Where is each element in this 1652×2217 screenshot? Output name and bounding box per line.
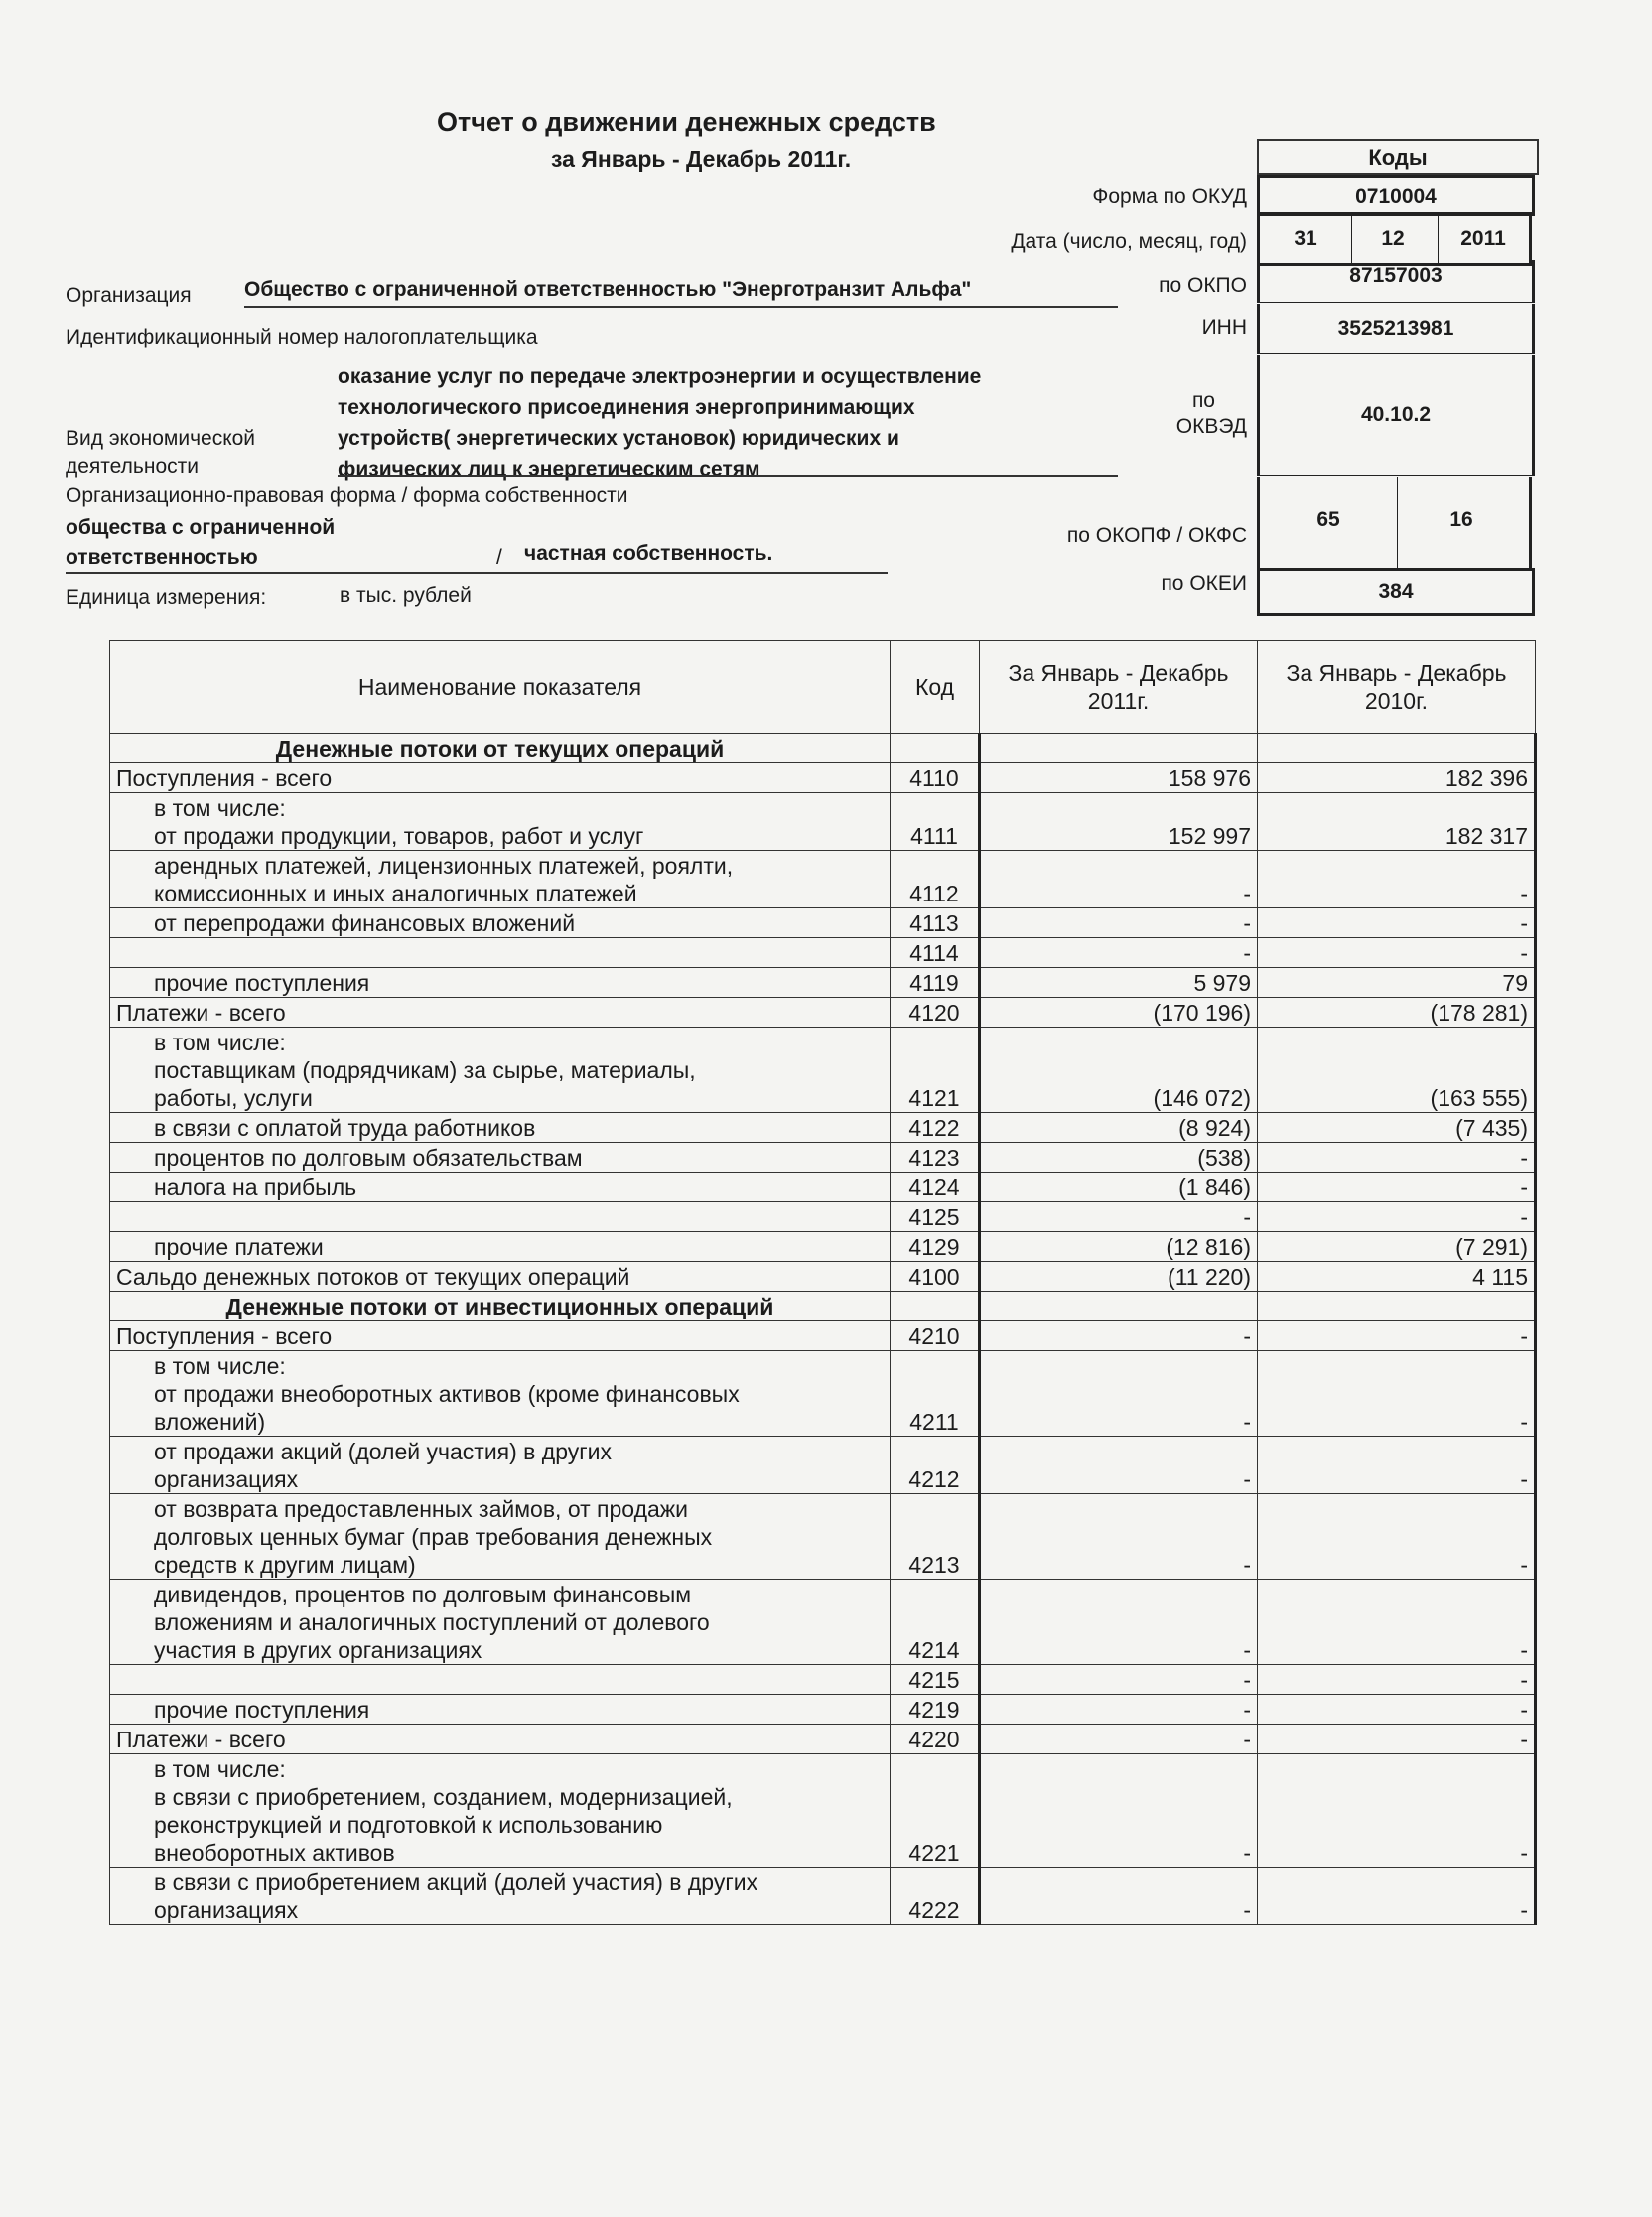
okved-label-2: ОКВЭД bbox=[1175, 415, 1247, 438]
value-2010: - bbox=[1258, 851, 1536, 908]
okpo-value: 87157003 bbox=[1257, 260, 1535, 303]
value-2011: 158 976 bbox=[980, 763, 1258, 793]
org-name: Общество с ограниченной ответственностью "Энерготранзит Альфа" bbox=[244, 278, 1118, 308]
row-name: дивидендов, процентов по долговым финансовым вложениям и аналогичных поступлений от долевого участия в других организациях bbox=[110, 1580, 891, 1665]
table-row bbox=[110, 908, 1536, 938]
value-2011: - bbox=[980, 1665, 1258, 1695]
row-name: в том числе: от продажи внеоборотных активов (кроме финансовых вложений) bbox=[110, 1351, 891, 1437]
value-2011: - bbox=[980, 1437, 1258, 1494]
table-row bbox=[110, 1580, 1536, 1665]
value-2010: - bbox=[1258, 1321, 1536, 1351]
row-code: 4212 bbox=[891, 1437, 980, 1494]
activity-line: физических лиц к энергетическим сетям bbox=[338, 458, 760, 481]
empty-cell bbox=[980, 1292, 1258, 1321]
value-2011: 5 979 bbox=[980, 968, 1258, 998]
row-name bbox=[110, 1202, 891, 1232]
value-2010: - bbox=[1258, 1665, 1536, 1695]
value-2011: 152 997 bbox=[980, 793, 1258, 851]
value-2011: (12 816) bbox=[980, 1232, 1258, 1262]
activity-label-2: деятельности bbox=[66, 455, 199, 478]
row-code: 4210 bbox=[891, 1321, 980, 1351]
table-row bbox=[110, 1232, 1536, 1262]
okopf-label: по ОКОПФ / ОКФС bbox=[1066, 524, 1247, 547]
value-2010: 79 bbox=[1258, 968, 1536, 998]
okei-label: по ОКЕИ bbox=[1161, 572, 1247, 595]
row-code: 4122 bbox=[891, 1113, 980, 1143]
row-code: 4215 bbox=[891, 1665, 980, 1695]
row-code: 4124 bbox=[891, 1173, 980, 1202]
codes-heading: Коды bbox=[1257, 139, 1539, 175]
activity-label-1: Вид экономической bbox=[66, 427, 256, 450]
value-2010: (7 435) bbox=[1258, 1113, 1536, 1143]
value-2010: 182 317 bbox=[1258, 793, 1536, 851]
row-name: Платежи - всего bbox=[110, 998, 891, 1028]
table-row bbox=[110, 1695, 1536, 1725]
value-2011: - bbox=[980, 1725, 1258, 1754]
row-name: прочие поступления bbox=[110, 968, 891, 998]
date-year-value: 2011 bbox=[1438, 212, 1532, 266]
cash-flow-table bbox=[109, 640, 1537, 1925]
okud-value: 0710004 bbox=[1257, 175, 1535, 216]
org-label: Организация bbox=[66, 284, 192, 307]
value-2011: (538) bbox=[980, 1143, 1258, 1173]
value-2011: - bbox=[980, 1580, 1258, 1665]
row-code: 4114 bbox=[891, 938, 980, 968]
value-2011: - bbox=[980, 1754, 1258, 1868]
value-2010: 4 115 bbox=[1258, 1262, 1536, 1292]
table-body bbox=[110, 734, 1536, 1925]
value-2011: - bbox=[980, 908, 1258, 938]
value-2011: - bbox=[980, 1351, 1258, 1437]
value-2010: - bbox=[1258, 1173, 1536, 1202]
row-name bbox=[110, 1665, 891, 1695]
empty-cell bbox=[891, 734, 980, 763]
row-name: в том числе: в связи с приобретением, созданием, модернизацией, реконструкцией и подготовкой к использованию внеоборотных активов bbox=[110, 1754, 891, 1868]
report-period: за Январь - Декабрь 2011г. bbox=[551, 146, 852, 172]
value-2011: (11 220) bbox=[980, 1262, 1258, 1292]
value-2011: - bbox=[980, 1868, 1258, 1925]
row-name: процентов по долговым обязательствам bbox=[110, 1143, 891, 1173]
table-row bbox=[110, 1494, 1536, 1580]
activity-underline bbox=[338, 475, 1118, 477]
row-name: Сальдо денежных потоков от текущих операций bbox=[110, 1262, 891, 1292]
unit-label: Единица измерения: bbox=[66, 586, 267, 609]
value-2010: - bbox=[1258, 1143, 1536, 1173]
value-2010: (178 281) bbox=[1258, 998, 1536, 1028]
empty-cell bbox=[980, 734, 1258, 763]
activity-text bbox=[338, 361, 981, 485]
inn-label: Идентификационный номер налогоплательщика bbox=[66, 326, 538, 348]
section-title: Денежные потоки от текущих операций bbox=[110, 734, 891, 763]
value-2010: - bbox=[1258, 1695, 1536, 1725]
table-header-row bbox=[110, 641, 1536, 734]
value-2011: (170 196) bbox=[980, 998, 1258, 1028]
value-2010: - bbox=[1258, 1494, 1536, 1580]
table-row bbox=[110, 851, 1536, 908]
row-name: Платежи - всего bbox=[110, 1725, 891, 1754]
row-code: 4221 bbox=[891, 1754, 980, 1868]
okpo-label: по ОКПО bbox=[1159, 274, 1247, 297]
value-2011: - bbox=[980, 1494, 1258, 1580]
table-row bbox=[110, 1113, 1536, 1143]
row-name: в связи с приобретением акций (долей участия) в других организациях bbox=[110, 1868, 891, 1925]
table-row bbox=[110, 1028, 1536, 1113]
row-code: 4111 bbox=[891, 793, 980, 851]
row-code: 4110 bbox=[891, 763, 980, 793]
table-row bbox=[110, 763, 1536, 793]
table-row bbox=[110, 1321, 1536, 1351]
date-day-value: 31 bbox=[1257, 212, 1352, 266]
col-header-2010: За Январь - Декабрь 2010г. bbox=[1258, 641, 1536, 734]
row-code: 4222 bbox=[891, 1868, 980, 1925]
col-header-name: Наименование показателя bbox=[110, 641, 891, 734]
value-2011: - bbox=[980, 851, 1258, 908]
row-code: 4123 bbox=[891, 1143, 980, 1173]
activity-line: устройств( энергетических установок) юридических и bbox=[338, 427, 899, 450]
row-code: 4121 bbox=[891, 1028, 980, 1113]
value-2010: - bbox=[1258, 1580, 1536, 1665]
unit-value: в тыс. рублей bbox=[340, 584, 472, 607]
value-2010: - bbox=[1258, 908, 1536, 938]
okopf-value: 65 bbox=[1257, 477, 1398, 571]
table-row bbox=[110, 1665, 1536, 1695]
okved-label-1: по bbox=[1191, 389, 1215, 412]
row-name: арендных платежей, лицензионных платежей, роялти, комиссионных и иных аналогичных платежей bbox=[110, 851, 891, 908]
form-separator: / bbox=[496, 546, 502, 569]
row-name: от продажи акций (долей участия) в других организациях bbox=[110, 1437, 891, 1494]
value-2011: - bbox=[980, 938, 1258, 968]
table-row bbox=[110, 1351, 1536, 1437]
row-code: 4100 bbox=[891, 1262, 980, 1292]
row-code: 4214 bbox=[891, 1580, 980, 1665]
row-name: прочие платежи bbox=[110, 1232, 891, 1262]
value-2010: - bbox=[1258, 1725, 1536, 1754]
ownership-form: частная собственность. bbox=[524, 542, 773, 565]
row-code: 4220 bbox=[891, 1725, 980, 1754]
table-row bbox=[110, 938, 1536, 968]
legal-form-line-2: ответственностью bbox=[66, 546, 258, 569]
okved-value: 40.10.2 bbox=[1257, 355, 1535, 476]
activity-line: оказание услуг по передаче электроэнергии и осуществление bbox=[338, 365, 982, 388]
row-code: 4219 bbox=[891, 1695, 980, 1725]
legal-form-label: Организационно-правовая форма / форма собственности bbox=[66, 485, 628, 507]
value-2010: - bbox=[1258, 1754, 1536, 1868]
table-row bbox=[110, 1262, 1536, 1292]
section-header-row bbox=[110, 734, 1536, 763]
table-row bbox=[110, 998, 1536, 1028]
value-2011: (1 846) bbox=[980, 1173, 1258, 1202]
okei-value: 384 bbox=[1257, 568, 1535, 616]
table-row bbox=[110, 1143, 1536, 1173]
inn-code-label: ИНН bbox=[1201, 316, 1247, 339]
row-code: 4113 bbox=[891, 908, 980, 938]
date-month-value: 12 bbox=[1348, 212, 1439, 266]
row-code: 4213 bbox=[891, 1494, 980, 1580]
row-code: 4120 bbox=[891, 998, 980, 1028]
date-label: Дата (число, месяц, год) bbox=[1011, 230, 1247, 253]
okfs-value: 16 bbox=[1394, 477, 1532, 571]
row-name: прочие поступления bbox=[110, 1695, 891, 1725]
row-name: от возврата предоставленных займов, от продажи долговых ценных бумаг (прав требования денежных средств к другим лицам) bbox=[110, 1494, 891, 1580]
table-row bbox=[110, 1868, 1536, 1925]
row-code: 4125 bbox=[891, 1202, 980, 1232]
row-name: Поступления - всего bbox=[110, 1321, 891, 1351]
row-name: Поступления - всего bbox=[110, 763, 891, 793]
col-header-2011: За Январь - Декабрь 2011г. bbox=[980, 641, 1258, 734]
table-row bbox=[110, 1437, 1536, 1494]
inn-value: 3525213981 bbox=[1257, 304, 1535, 354]
value-2010: - bbox=[1258, 1202, 1536, 1232]
row-name bbox=[110, 938, 891, 968]
row-code: 4119 bbox=[891, 968, 980, 998]
table-row bbox=[110, 1725, 1536, 1754]
row-code: 4129 bbox=[891, 1232, 980, 1262]
value-2011: - bbox=[980, 1321, 1258, 1351]
value-2011: - bbox=[980, 1202, 1258, 1232]
row-code: 4112 bbox=[891, 851, 980, 908]
empty-cell bbox=[1258, 1292, 1536, 1321]
value-2010: - bbox=[1258, 1437, 1536, 1494]
legal-form-line-1: общества с ограниченной bbox=[66, 516, 336, 539]
activity-line: технологического присоединения энергопринимающих bbox=[338, 396, 915, 419]
row-name: в связи с оплатой труда работников bbox=[110, 1113, 891, 1143]
value-2011: (8 924) bbox=[980, 1113, 1258, 1143]
col-header-code: Код bbox=[891, 641, 980, 734]
empty-cell bbox=[1258, 734, 1536, 763]
value-2010: - bbox=[1258, 938, 1536, 968]
legal-form-underline bbox=[66, 572, 888, 574]
row-name: в том числе: поставщикам (подрядчикам) за сырье, материалы, работы, услуги bbox=[110, 1028, 891, 1113]
value-2010: - bbox=[1258, 1868, 1536, 1925]
value-2010: 182 396 bbox=[1258, 763, 1536, 793]
value-2011: (146 072) bbox=[980, 1028, 1258, 1113]
row-code: 4211 bbox=[891, 1351, 980, 1437]
table-row bbox=[110, 1173, 1536, 1202]
value-2011: - bbox=[980, 1695, 1258, 1725]
row-name: налога на прибыль bbox=[110, 1173, 891, 1202]
table-row bbox=[110, 793, 1536, 851]
row-name: от перепродажи финансовых вложений bbox=[110, 908, 891, 938]
section-header-row bbox=[110, 1292, 1536, 1321]
row-name: в том числе: от продажи продукции, товаров, работ и услуг bbox=[110, 793, 891, 851]
okud-label: Форма по ОКУД bbox=[1092, 185, 1247, 208]
value-2010: - bbox=[1258, 1351, 1536, 1437]
table-row bbox=[110, 968, 1536, 998]
table-row bbox=[110, 1202, 1536, 1232]
table-row bbox=[110, 1754, 1536, 1868]
report-title: Отчет о движении денежных средств bbox=[437, 107, 936, 137]
value-2010: (7 291) bbox=[1258, 1232, 1536, 1262]
value-2010: (163 555) bbox=[1258, 1028, 1536, 1113]
section-title: Денежные потоки от инвестиционных операций bbox=[110, 1292, 891, 1321]
empty-cell bbox=[891, 1292, 980, 1321]
